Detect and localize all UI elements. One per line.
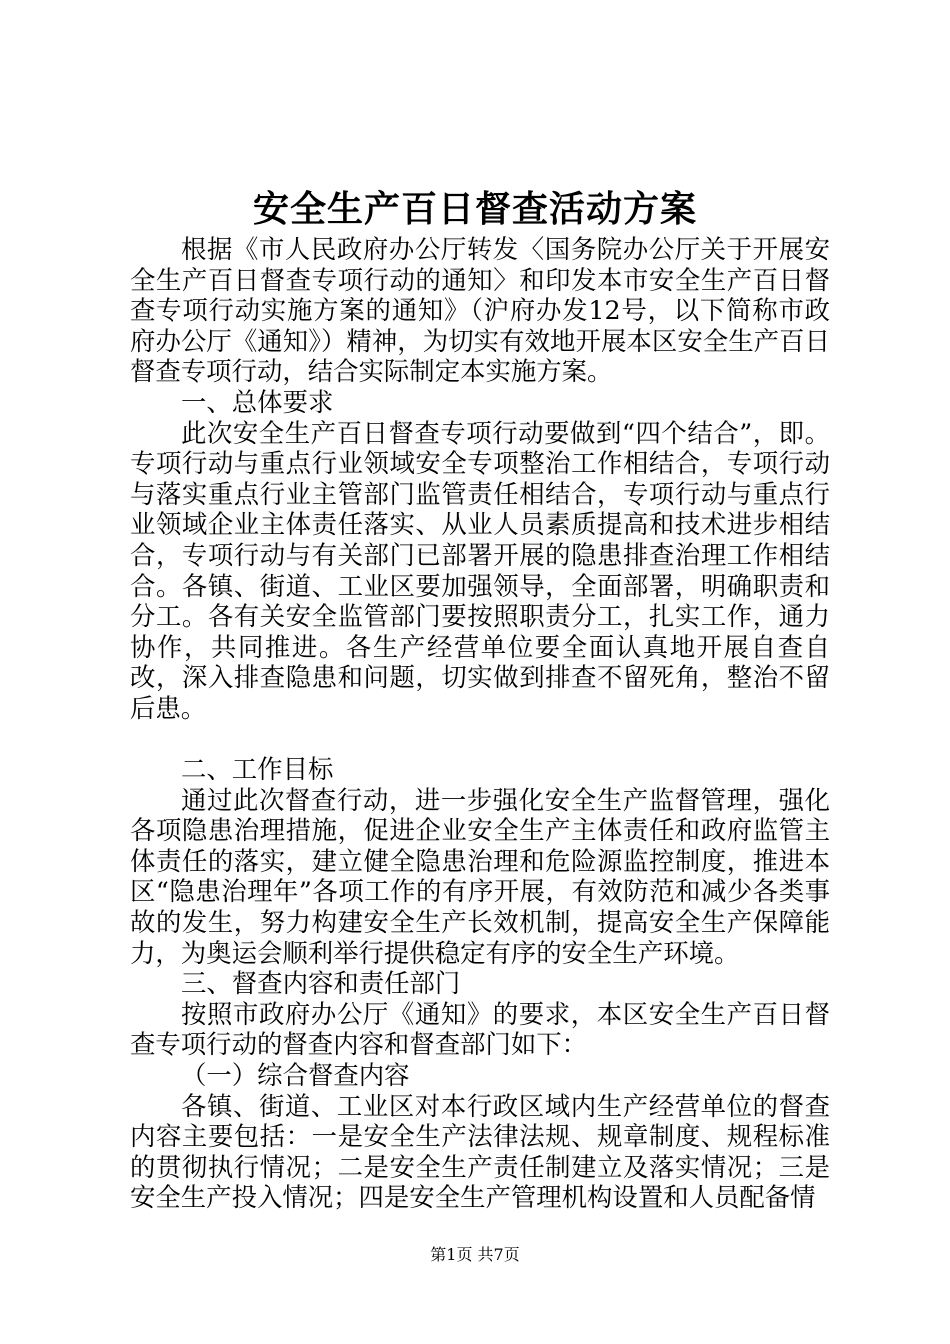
- page-footer: 第1页 共7页: [430, 1245, 520, 1264]
- subsection-heading-comprehensive: （一）综合督查内容: [181, 1060, 410, 1091]
- paragraph-general-requirements: 此次安全生产百日督查专项行动要做到“四个结合”，即。专项行动与重点行业领域安全专项整治工作相结合，专项行动与落实重点行业主管部门监管责任相结合，专项行动与重点行业领域企业主体责任落实、从业人员素质提高和技术进步相结合，专项行动与有关部门已部署开展的隐患排查治理工作相结合。各镇、街道、工业区要加强领导，全面部署，明确职责和分工。各有关安全监管部门要按照职责分工，扎实工作，通力协作，共同推进。各生产经营单位要全面认真地开展自查自改，深入排查隐患和问题，切实做到排查不留死角，整治不留后患。: [130, 417, 830, 723]
- paragraph-work-goals: 通过此次督查行动，进一步强化安全生产监督管理，强化各项隐患治理措施，促进企业安全生产主体责任和政府监管主体责任的落实，建立健全隐患治理和危险源监控制度，推进本区“隐患治理年”各项工作的有序开展，有效防范和减少各类事故的发生，努力构建安全生产长效机制，提高安全生产保障能力，为奥运会顺利举行提供稳定有序的安全生产环境。: [130, 784, 830, 968]
- paragraph-spacer: [130, 724, 830, 755]
- section-heading-inspection-content: 三、督查内容和责任部门: [181, 968, 461, 999]
- paragraph-intro: 根据《市人民政府办公厅转发〈国务院办公厅关于开展安全生产百日督查专项行动的通知〉和印发本市安全生产百日督查专项行动实施方案的通知》（沪府办发12号，以下简称市政府办公厅《通知》）精神，为切实有效地开展本区安全生产百日督查专项行动，结合实际制定本实施方案。: [130, 234, 830, 387]
- document-title: 安全生产百日督查活动方案: [252, 188, 697, 230]
- section-heading-general-requirements: 一、总体要求: [181, 386, 334, 417]
- document-body: [130, 234, 830, 1213]
- section-heading-work-goals: 二、工作目标: [181, 754, 334, 785]
- paragraph-comprehensive: 各镇、街道、工业区对本行政区域内生产经营单位的督查内容主要包括：一是安全生产法律法规、规章制度、规程标准的贯彻执行情况；二是安全生产责任制建立及落实情况；三是安全生产投入情况；四是安全生产管理机构设置和人员配备情: [130, 1090, 830, 1213]
- paragraph-inspection-content: 按照市政府办公厅《通知》的要求，本区安全生产百日督查专项行动的督查内容和督查部门如下：: [130, 998, 830, 1060]
